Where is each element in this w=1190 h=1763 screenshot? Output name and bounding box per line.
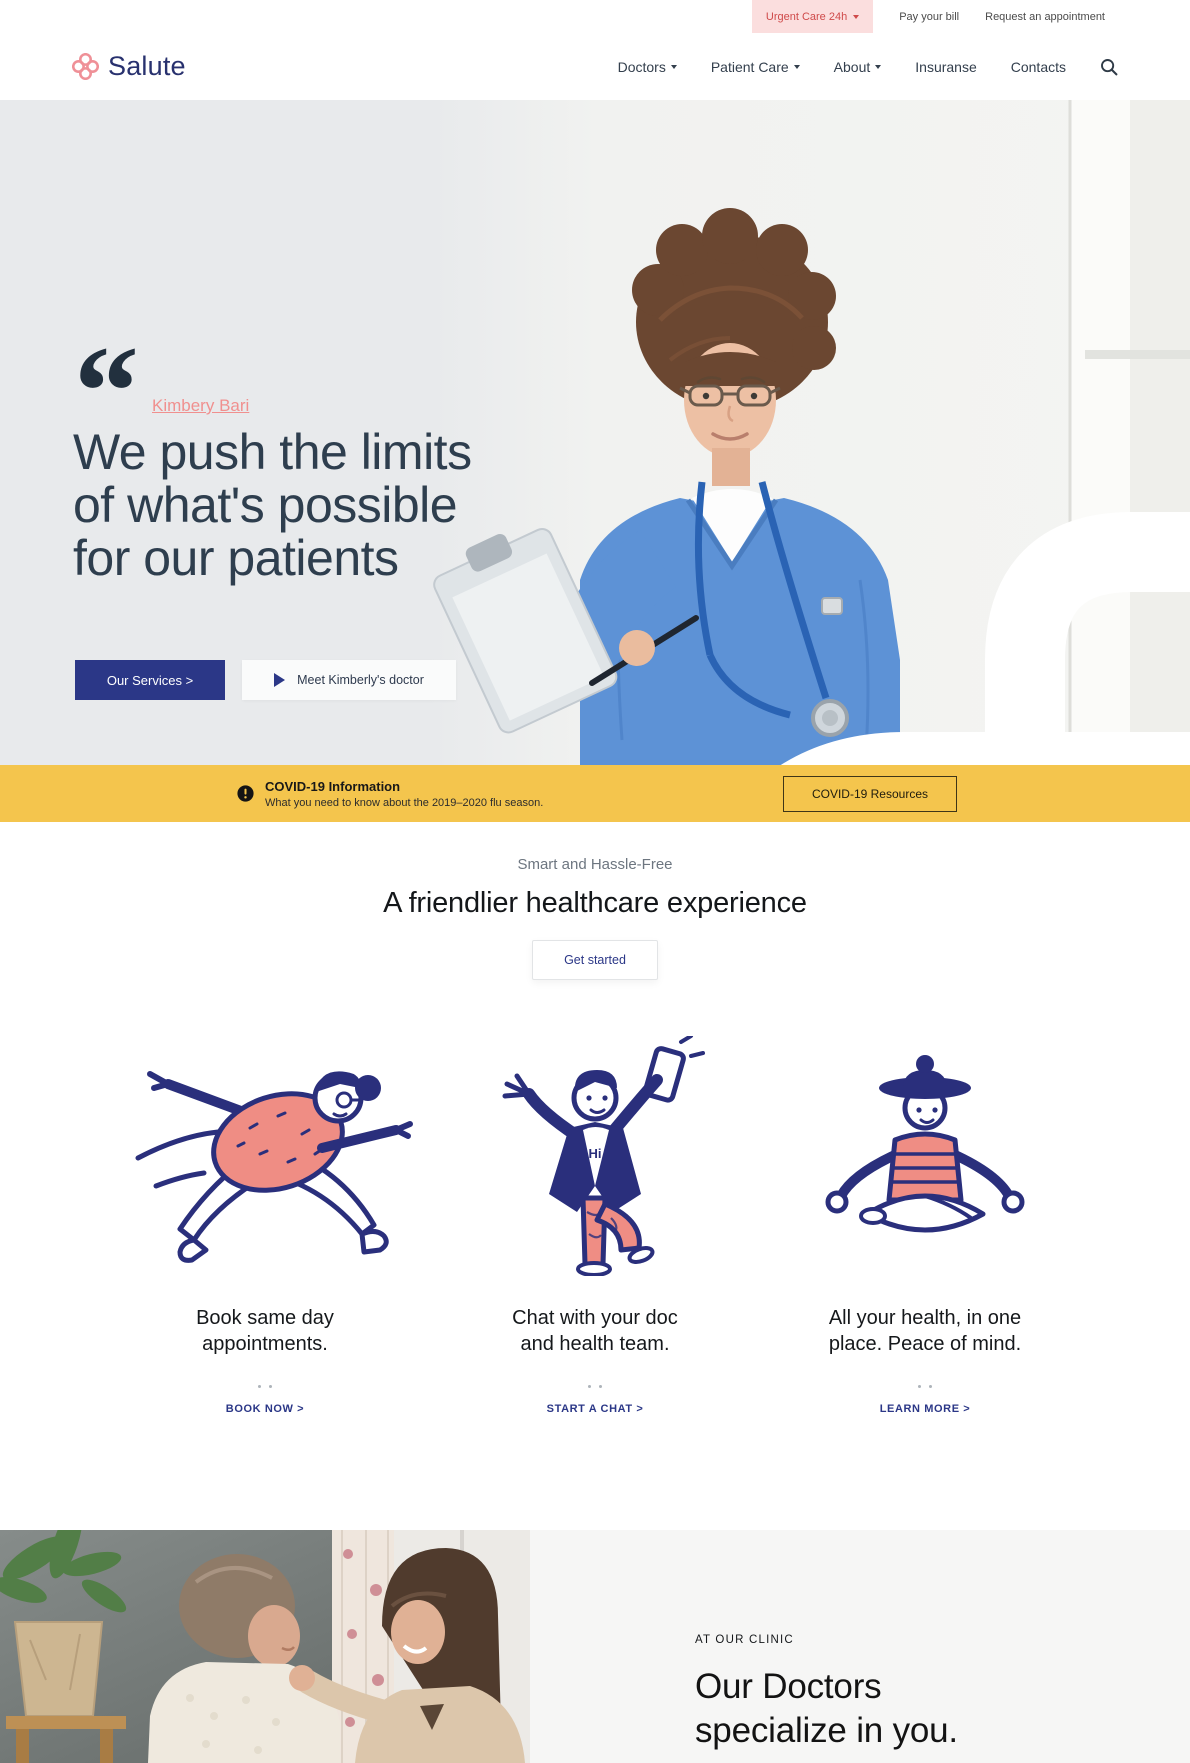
meditating-person-illustration: [775, 1036, 1075, 1276]
card-title-line: appointments.: [202, 1333, 328, 1355]
clinic-eyebrow: AT OUR CLINIC: [695, 1634, 794, 1646]
hero-photo: [430, 100, 1190, 765]
urgent-care-button[interactable]: [752, 0, 873, 33]
nav-about[interactable]: [834, 59, 882, 75]
topbar: [0, 0, 1190, 33]
search-icon: [1100, 58, 1118, 76]
site-header: [0, 33, 1190, 100]
chevron-down-icon: [853, 15, 859, 19]
headline-line: for our patients: [73, 530, 399, 586]
card-title-line: Chat with your doc: [512, 1307, 678, 1329]
meet-doctor-label: Meet Kimberly's doctor: [297, 673, 424, 687]
features-title: A friendlier healthcare experience: [383, 887, 807, 919]
brand-name: Salute: [108, 51, 186, 81]
main-nav: [618, 58, 1118, 76]
request-appointment-link[interactable]: Request an appointment: [985, 10, 1105, 23]
headline-line: We push the limits: [73, 424, 472, 480]
book-now-link[interactable]: BOOK NOW >: [225, 1403, 305, 1415]
nav-label: Insuranse: [915, 58, 977, 75]
card-title-line: and health team.: [520, 1333, 670, 1355]
nav-label: Contacts: [1010, 58, 1066, 75]
card-title: [760, 1305, 1090, 1357]
covid-banner-title: COVID-19 Information: [265, 778, 401, 794]
nav-label: Patient Care: [710, 58, 789, 75]
covid-resources-button[interactable]: COVID-19 Resources: [783, 776, 957, 812]
hero-section: [0, 100, 1190, 765]
alert-icon: [237, 785, 254, 802]
card-title-line: place. Peace of mind.: [828, 1333, 1022, 1355]
clinic-photo: [0, 1530, 530, 1763]
shirt-text: Hi: [588, 1146, 602, 1161]
feature-card-appointments: [100, 1036, 430, 1417]
covid-banner-subtitle: What you need to know about the 2019–2020 flu season.: [265, 796, 544, 809]
clinic-section: [0, 1530, 1190, 1763]
selfie-person-illustration: [445, 1036, 745, 1276]
quote-icon: [74, 352, 139, 433]
nav-label: About: [833, 58, 871, 75]
chevron-down-icon: [794, 65, 800, 69]
hero-headline: [73, 426, 472, 585]
covid-banner-text: [265, 779, 543, 809]
nav-insurance[interactable]: [915, 59, 976, 75]
feature-card-chat: [430, 1036, 760, 1417]
card-title: [100, 1305, 430, 1357]
learn-more-link[interactable]: LEARN MORE >: [879, 1403, 971, 1415]
dots-divider: [100, 1385, 430, 1388]
pay-your-bill-link[interactable]: Pay your bill: [899, 10, 960, 23]
meet-doctor-button[interactable]: [242, 660, 456, 700]
clinic-text: [530, 1530, 1040, 1763]
running-person-illustration: [110, 1036, 420, 1276]
nav-contacts[interactable]: [1011, 59, 1066, 75]
feature-card-health: [760, 1036, 1090, 1417]
dots-divider: [430, 1385, 760, 1388]
hero-cta-group: [75, 660, 456, 700]
covid-banner: [0, 765, 1190, 822]
logo-cross-icon: [72, 53, 99, 80]
chevron-down-icon: [875, 65, 881, 69]
brand-logo[interactable]: [72, 51, 186, 82]
feature-cards: [0, 1036, 1190, 1417]
urgent-care-label: Urgent Care 24h: [765, 10, 848, 23]
headline-line: of what's possible: [73, 477, 458, 533]
nav-label: Doctors: [617, 58, 666, 75]
nav-patient-care[interactable]: [711, 59, 800, 75]
features-eyebrow: Smart and Hassle-Free: [517, 856, 673, 873]
our-services-button[interactable]: Our Services >: [75, 660, 225, 700]
card-title-line: All your health, in one: [828, 1307, 1022, 1329]
card-title-line: Book same day: [196, 1307, 334, 1329]
card-title: [430, 1305, 760, 1357]
play-icon: [274, 673, 285, 687]
dots-divider: [760, 1385, 1090, 1388]
author-link[interactable]: Kimbery Bari: [152, 396, 250, 415]
clinic-title: Our Doctors specialize in you.: [695, 1667, 958, 1750]
search-button[interactable]: [1100, 58, 1118, 76]
features-section: [0, 822, 1190, 1530]
chevron-down-icon: [671, 65, 677, 69]
nav-doctors[interactable]: [618, 59, 677, 75]
start-chat-link[interactable]: START A CHAT >: [546, 1403, 644, 1415]
get-started-button[interactable]: Get started: [532, 940, 658, 980]
